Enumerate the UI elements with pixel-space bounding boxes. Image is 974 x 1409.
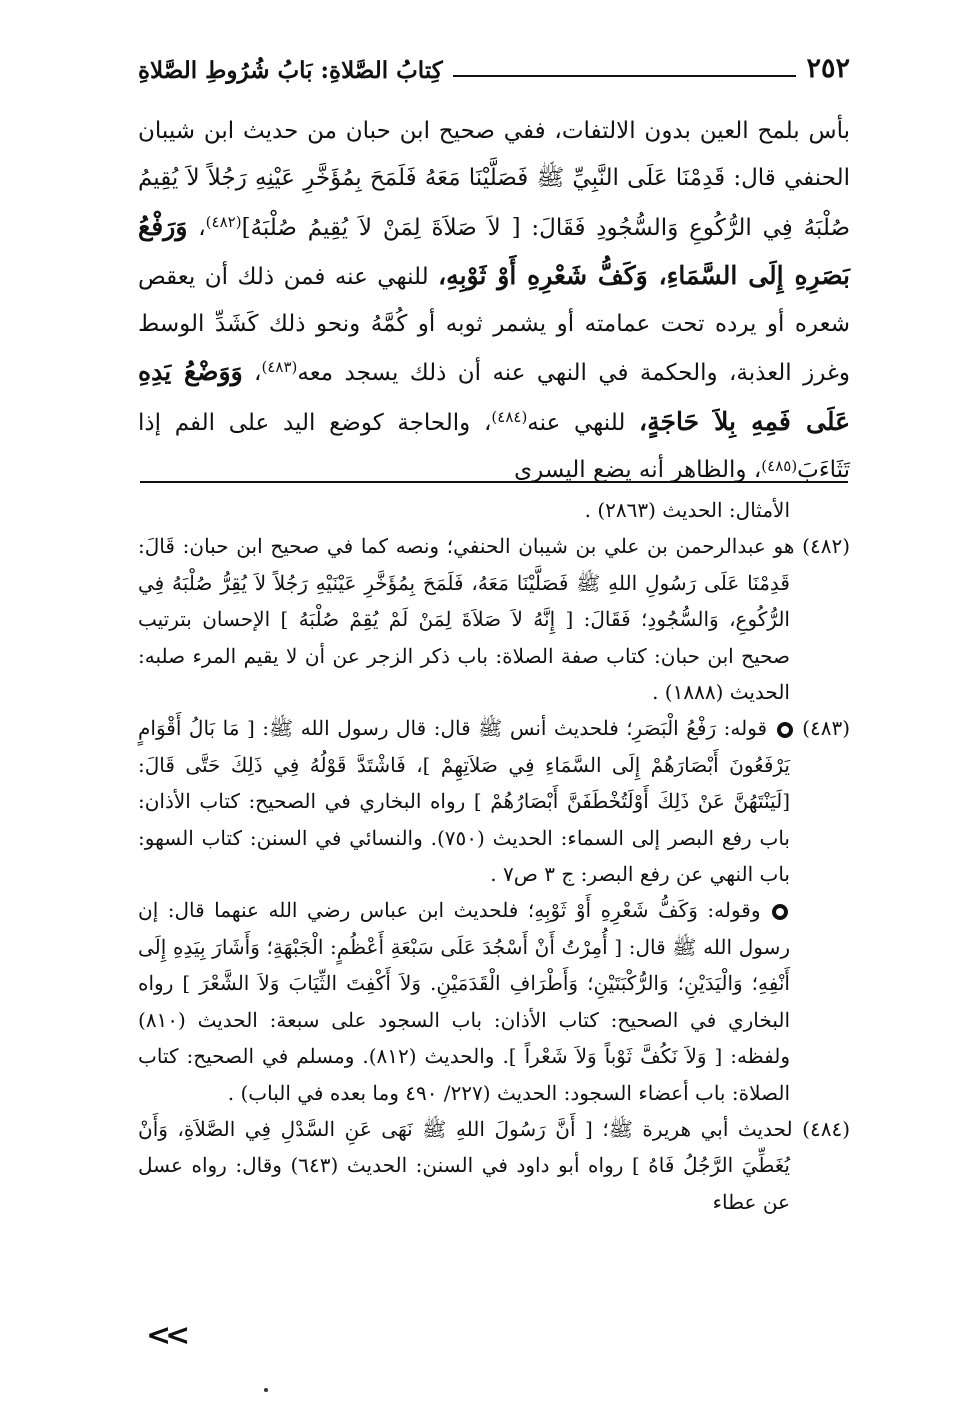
footnote-marker: (٤٨٣) [261,358,298,377]
bullet-icon [772,904,788,920]
matn-bold-text: وَوَضْعُ يَدِهِ عَلَى فَمِهِ بِلاَ حَاجَةٍ، [138,357,851,436]
running-title: كِتابُ الصَّلاةِ: بَابُ شُرُوطِ الصَّلاةِ [138,57,443,84]
footnote-483 [138,710,850,892]
footnote-divider [140,481,848,483]
main-text [138,108,850,494]
footnote-484: (٤٨٤) لحديث أبي هريرة ﷺ؛ [ أَنَّ رَسُولَ اللهِ ﷺ نَهَى عَنِ السَّدْلِ فِي الصَّلاَةِ، وَأَنْ يُغَطِّيَ الرَّجُلُ فَاهُ ] رواه أبو داود في السنن: الحديث (٦٤٣) وقال: رواه عسل عن عطاء [138,1116,850,1214]
page-header [138,42,850,82]
footnote-marker: (٤٨٥) [761,457,798,476]
continuation-arrows: << [146,1318,185,1353]
footnote-483-part-2 [138,892,850,1110]
footnote-text: وقوله: وَكَفُّ شَعْرِهِ أَوْ ثَوْبِهِ؛ فلحديث ابن عباس رضي الله عنهما قال: إن رسول الله ﷺ قال: [ أُمِرْتُ أَنْ أَسْجُدَ عَلَى سَبْعَةِ أَعْظُمٍ: الْجَبْهَةِ؛ وَأَشَارَ بِيَدِهِ إِلَى أَنْفِهِ؛ وَالْيَدَيْنِ؛ وَالرُّكْبَتَيْنِ؛ وَأَطْرَافِ الْقَدَمَيْنِ. وَلاَ أَكْفِتَ الثِّيَابَ وَلاَ الشَّعْرَ ] رواه البخاري في الصحيح: كتاب الأذان: باب السجود على سبعة: الحديث (٨١٠) ولفظه: [ وَلاَ نَكُفَّ ثَوْباً وَلاَ شَعْراً ]. والحديث (٨١٢). ومسلم في الصحيح: كتاب الصلاة: باب أعضاء السجود: الحديث (٢٢٧/ ٤٩٠ وما بعده في الباب) . [138,898,791,1105]
header-rule [453,75,797,77]
main-text-segment: للنهي عنه فمن ذلك أن يعقص شعره أو يرده تحت عمامته أو يشمر ثوبه أو كُمَّهُ ونحو ذلك كَشَدِّ الوسط وغرز العذبة، والحكمة في النهي عنه أن ذلك يسجد معه [138,263,851,387]
footnote-marker: (٤٨٤) [491,407,528,426]
footnotes [138,492,850,1220]
page-number: ٢٥٢ [806,53,850,84]
main-text-segment: ، [242,360,262,387]
matn-bold-text: وَرَفْعُ بَصَرِهِ إِلَى السَّمَاءِ، وَكَفُّ شَعْرِهِ أَوْ ثَوْبِهِ، [138,211,850,290]
footnote-number: (٤٨٣) [802,716,851,741]
main-text-segment: للنهي عنه [527,409,640,436]
footnote-482: (٤٨٢) هو عبدالرحمن بن علي بن شيبان الحنفي؛ ونصه كما في صحيح ابن حبان: قَالَ: قَدِمْنَا عَلَى رَسُولِ اللهِ ﷺ فَصَلَّيْنَا مَعَهُ، فَلَمَحَ بِمُؤَخَّرِ عَيْنَيْهِ رَجُلاً لاَ يُقِرُّ صُلْبَهُ فِي الرُّكُوعِ، وَالسُّجُودِ؛ فَقَالَ: [ إِنَّهُ لاَ صَلاَةَ لِمَنْ لَمْ يُقِمْ صُلْبَهُ ] الإحسان بترتيب صحيح ابن حبان: كتاب صفة الصلاة: باب ذكر الزجر عن أن لا يقيم المرء صلبه: الحديث (١٨٨٨) . [138,534,850,705]
footnote-continuation: الأمثال: الحديث (٢٨٦٣) . [584,498,790,522]
main-text-segment: ، والحاجة كوضع اليد على الفم إذا تَثَاءَبَ [138,409,850,484]
print-speck [264,1388,268,1392]
main-text-segment: ، [187,214,206,241]
main-text-segment: بأس بلمح العين بدون الالتفات، ففي صحيح ابن حبان من حديث ابن شيبان الحنفي قال: قَدِمْنَا عَلَى النَّبِيِّ ﷺ فَصَلَّيْنَا مَعَهُ فَلَمَحَ بِمُؤَخَّرِ عَيْنِهِ رَجُلاً لاَ يُقِيمُ صُلْبَهُ فِي الرُّكُوعِ وَالسُّجُودِ فَقَالَ: [ لاَ صَلاَةَ لِمَنْ لاَ يُقِيمُ صُلْبَهُ] [138,118,851,241]
main-text-segment: ، والظاهر أنه يضع اليسرى [514,457,762,484]
bullet-icon [777,722,793,738]
footnote-marker: (٤٨٢) [205,212,242,231]
footnote-text: قوله: رَفْعُ الْبَصَرِ؛ فلحديث أنس ﷺ قال: قال رسول الله ﷺ: [ مَا بَالُ أَقْوَامٍ يَرْفَعُونَ أَبْصَارَهُمْ إِلَى السَّمَاءِ فِي صَلاَتِهِمْ ]، فَاشْتَدَّ قَوْلُهُ فِي ذَلِكَ حَتَّى قَالَ: [لَيَنْتَهُنَّ عَنْ ذَلِكَ أَوْلَتُخْطَفَنَّ أَبْصَارُهُمْ ] رواه البخاري في الصحيح: كتاب الأذان: باب رفع البصر إلى السماء: الحديث (٧٥٠). والنسائي في السنن: كتاب السهو: باب النهي عن رفع البصر: ج ٣ ص٧ . [138,716,790,887]
